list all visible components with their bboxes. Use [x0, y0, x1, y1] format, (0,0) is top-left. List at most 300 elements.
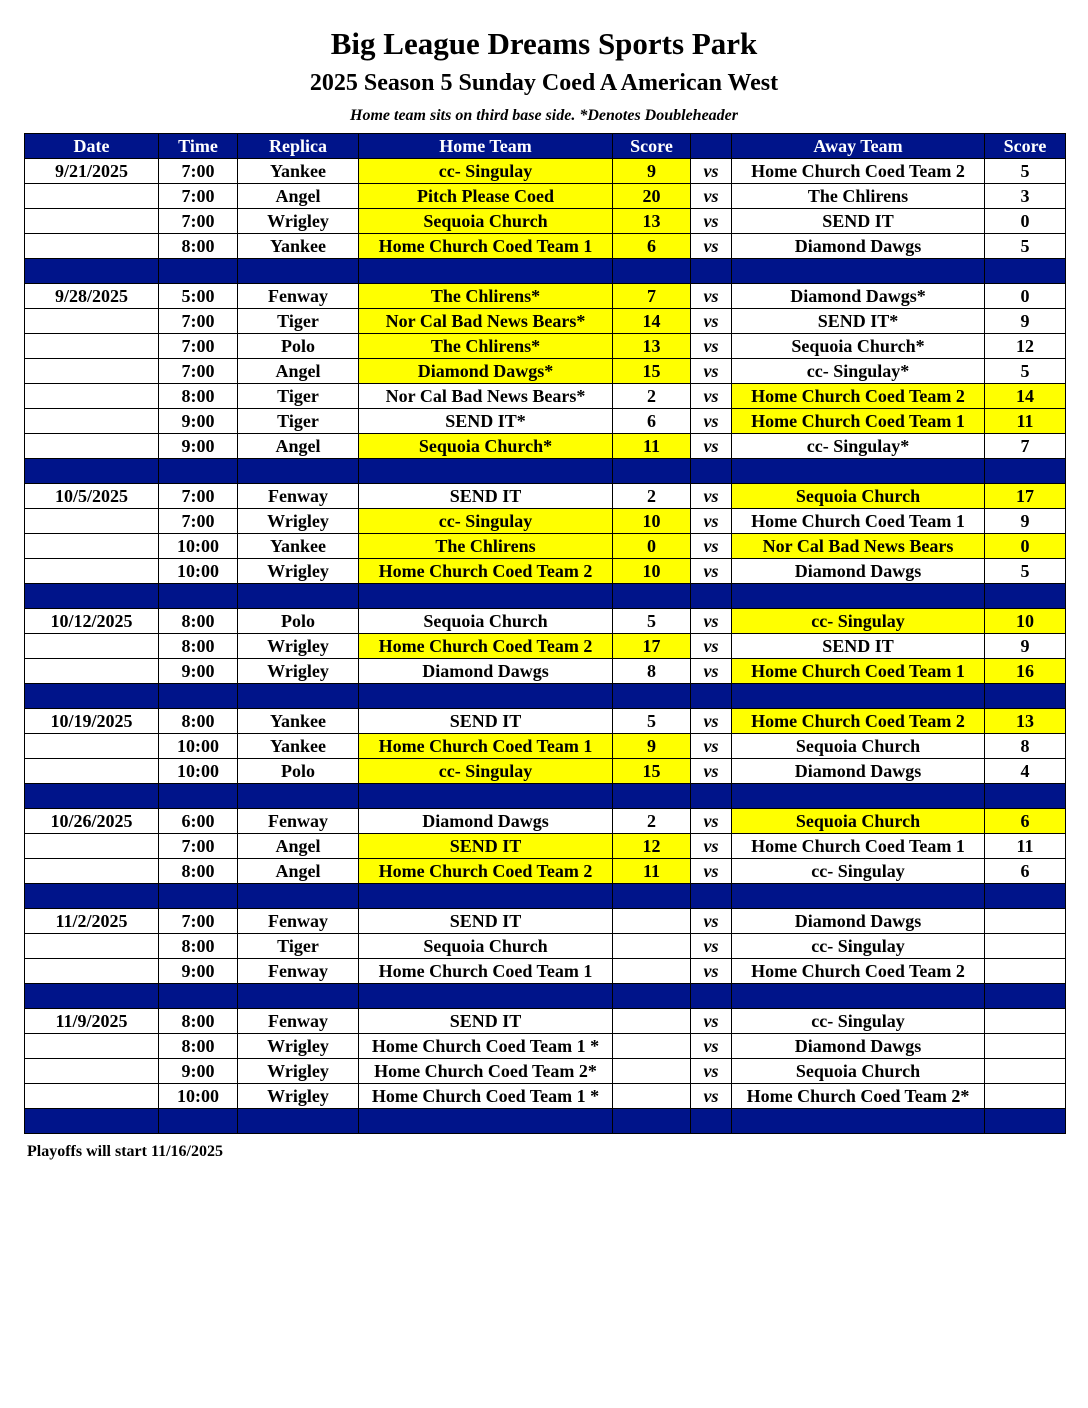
game-row [25, 334, 1066, 359]
away-team-cell: Diamond Dawgs* [732, 284, 985, 309]
home-team-cell: Nor Cal Bad News Bears* [359, 309, 613, 334]
vs-cell: vs [691, 534, 732, 559]
field-replica-cell: Yankee [238, 734, 359, 759]
vs-cell: vs [691, 609, 732, 634]
away-score-cell: 0 [985, 534, 1066, 559]
game-row [25, 434, 1066, 459]
week-separator-row [25, 1109, 1066, 1134]
away-score-cell: 7 [985, 434, 1066, 459]
separator-cell [159, 459, 238, 484]
game-date-cell [25, 234, 159, 259]
game-time-cell: 7:00 [159, 334, 238, 359]
separator-cell [359, 784, 613, 809]
away-team-cell: Home Church Coed Team 1 [732, 509, 985, 534]
home-team-cell: The Chlirens* [359, 284, 613, 309]
home-team-cell: SEND IT* [359, 409, 613, 434]
game-row [25, 634, 1066, 659]
field-replica-cell: Polo [238, 609, 359, 634]
home-score-cell: 2 [613, 809, 691, 834]
home-score-cell: 11 [613, 434, 691, 459]
schedule-body [25, 159, 1066, 1134]
game-date-cell [25, 634, 159, 659]
away-score-cell: 8 [985, 734, 1066, 759]
home-score-cell: 10 [613, 509, 691, 534]
game-row [25, 159, 1066, 184]
away-team-cell: Home Church Coed Team 2 [732, 159, 985, 184]
separator-cell [985, 984, 1066, 1009]
game-date-cell [25, 1084, 159, 1109]
game-date-cell [25, 1059, 159, 1084]
schedule-table [24, 133, 1066, 1134]
away-score-cell: 5 [985, 159, 1066, 184]
game-time-cell: 9:00 [159, 1059, 238, 1084]
separator-cell [159, 884, 238, 909]
home-score-cell [613, 1084, 691, 1109]
away-score-cell: 5 [985, 559, 1066, 584]
home-team-cell: Diamond Dawgs* [359, 359, 613, 384]
field-replica-cell: Tiger [238, 409, 359, 434]
game-time-cell: 7:00 [159, 184, 238, 209]
separator-cell [691, 1109, 732, 1134]
field-replica-cell: Wrigley [238, 1084, 359, 1109]
separator-cell [25, 459, 159, 484]
away-team-cell: The Chlirens [732, 184, 985, 209]
away-team-cell: cc- Singulay [732, 609, 985, 634]
game-date-cell [25, 334, 159, 359]
vs-cell: vs [691, 634, 732, 659]
vs-cell: vs [691, 809, 732, 834]
away-score-cell: 11 [985, 409, 1066, 434]
game-date-cell [25, 1034, 159, 1059]
page-title: Big League Dreams Sports Park [330, 26, 758, 61]
game-date-cell: 10/19/2025 [25, 709, 159, 734]
game-time-cell: 7:00 [159, 509, 238, 534]
away-score-cell: 5 [985, 359, 1066, 384]
away-team-cell: Sequoia Church [732, 809, 985, 834]
vs-cell: vs [691, 959, 732, 984]
away-score-cell: 4 [985, 759, 1066, 784]
home-team-cell: Home Church Coed Team 1 [359, 734, 613, 759]
separator-cell [25, 1109, 159, 1134]
vs-cell: vs [691, 734, 732, 759]
away-team-cell: Sequoia Church [732, 734, 985, 759]
separator-cell [691, 784, 732, 809]
away-score-cell [985, 909, 1066, 934]
away-team-cell: Home Church Coed Team 1 [732, 409, 985, 434]
home-score-cell: 20 [613, 184, 691, 209]
away-team-cell: Sequoia Church [732, 1059, 985, 1084]
game-row [25, 934, 1066, 959]
home-team-cell: cc- Singulay [359, 509, 613, 534]
field-replica-cell: Angel [238, 184, 359, 209]
home-score-cell: 7 [613, 284, 691, 309]
field-replica-cell: Fenway [238, 809, 359, 834]
game-time-cell: 6:00 [159, 809, 238, 834]
separator-cell [732, 684, 985, 709]
vs-cell: vs [691, 709, 732, 734]
away-team-cell: SEND IT* [732, 309, 985, 334]
separator-cell [613, 1109, 691, 1134]
separator-cell [359, 459, 613, 484]
game-date-cell [25, 534, 159, 559]
field-replica-cell: Wrigley [238, 1059, 359, 1084]
field-replica-cell: Fenway [238, 1009, 359, 1034]
game-date-cell [25, 359, 159, 384]
vs-cell: vs [691, 909, 732, 934]
field-replica-cell: Wrigley [238, 659, 359, 684]
home-team-cell: Home Church Coed Team 1 * [359, 1034, 613, 1059]
away-score-cell: 9 [985, 509, 1066, 534]
separator-cell [238, 584, 359, 609]
game-time-cell: 8:00 [159, 384, 238, 409]
page-subtitle: 2025 Season 5 Sunday Coed A American West [309, 70, 779, 96]
field-replica-cell: Wrigley [238, 559, 359, 584]
game-row [25, 1059, 1066, 1084]
vs-cell: vs [691, 659, 732, 684]
game-row [25, 284, 1066, 309]
vs-cell: vs [691, 759, 732, 784]
field-replica-cell: Tiger [238, 309, 359, 334]
game-row [25, 184, 1066, 209]
vs-cell: vs [691, 209, 732, 234]
separator-cell [985, 259, 1066, 284]
separator-cell [25, 884, 159, 909]
away-score-cell: 0 [985, 284, 1066, 309]
game-time-cell: 8:00 [159, 1034, 238, 1059]
game-time-cell: 7:00 [159, 834, 238, 859]
field-replica-cell: Angel [238, 834, 359, 859]
home-score-cell: 9 [613, 734, 691, 759]
home-team-cell: SEND IT [359, 834, 613, 859]
game-date-cell [25, 659, 159, 684]
away-team-cell: Diamond Dawgs [732, 234, 985, 259]
separator-cell [985, 884, 1066, 909]
game-time-cell: 7:00 [159, 484, 238, 509]
week-separator-row [25, 684, 1066, 709]
away-team-cell: Home Church Coed Team 1 [732, 659, 985, 684]
col-header-replica: Replica [238, 134, 359, 159]
separator-cell [691, 584, 732, 609]
game-date-cell: 10/26/2025 [25, 809, 159, 834]
separator-cell [159, 259, 238, 284]
col-header-home-score: Score [613, 134, 691, 159]
home-score-cell: 14 [613, 309, 691, 334]
home-score-cell: 2 [613, 384, 691, 409]
game-row [25, 534, 1066, 559]
home-team-cell: Home Church Coed Team 2 [359, 634, 613, 659]
game-time-cell: 8:00 [159, 934, 238, 959]
home-team-cell: Home Church Coed Team 2 [359, 859, 613, 884]
home-team-cell: SEND IT [359, 1009, 613, 1034]
away-team-cell: SEND IT [732, 634, 985, 659]
separator-cell [985, 784, 1066, 809]
separator-cell [613, 584, 691, 609]
vs-cell: vs [691, 184, 732, 209]
home-team-cell: The Chlirens* [359, 334, 613, 359]
game-row [25, 809, 1066, 834]
away-score-cell: 13 [985, 709, 1066, 734]
vs-cell: vs [691, 934, 732, 959]
home-team-cell: Sequoia Church [359, 609, 613, 634]
game-row [25, 859, 1066, 884]
field-replica-cell: Tiger [238, 384, 359, 409]
home-score-cell: 6 [613, 409, 691, 434]
game-date-cell: 11/2/2025 [25, 909, 159, 934]
game-time-cell: 10:00 [159, 534, 238, 559]
separator-cell [691, 259, 732, 284]
separator-cell [732, 1109, 985, 1134]
game-time-cell: 9:00 [159, 434, 238, 459]
game-row [25, 709, 1066, 734]
game-time-cell: 5:00 [159, 284, 238, 309]
game-row [25, 1009, 1066, 1034]
game-time-cell: 9:00 [159, 659, 238, 684]
game-time-cell: 7:00 [159, 359, 238, 384]
vs-cell: vs [691, 159, 732, 184]
separator-cell [25, 584, 159, 609]
separator-cell [613, 884, 691, 909]
vs-cell: vs [691, 559, 732, 584]
week-separator-row [25, 584, 1066, 609]
separator-cell [159, 1109, 238, 1134]
separator-cell [238, 884, 359, 909]
vs-cell: vs [691, 1009, 732, 1034]
game-row [25, 234, 1066, 259]
home-team-cell: Sequoia Church [359, 209, 613, 234]
game-date-cell [25, 959, 159, 984]
game-row [25, 509, 1066, 534]
away-score-cell [985, 1084, 1066, 1109]
separator-cell [25, 684, 159, 709]
separator-cell [732, 584, 985, 609]
game-date-cell [25, 759, 159, 784]
home-score-cell: 15 [613, 759, 691, 784]
field-replica-cell: Wrigley [238, 634, 359, 659]
game-date-cell [25, 384, 159, 409]
home-team-cell: Diamond Dawgs [359, 659, 613, 684]
game-date-cell: 9/28/2025 [25, 284, 159, 309]
away-team-cell: Home Church Coed Team 2 [732, 959, 985, 984]
home-score-cell [613, 909, 691, 934]
game-row [25, 1084, 1066, 1109]
game-row [25, 209, 1066, 234]
vs-cell: vs [691, 409, 732, 434]
field-replica-cell: Wrigley [238, 209, 359, 234]
game-date-cell: 10/12/2025 [25, 609, 159, 634]
away-team-cell: Diamond Dawgs [732, 559, 985, 584]
game-date-cell: 11/9/2025 [25, 1009, 159, 1034]
away-score-cell: 0 [985, 209, 1066, 234]
game-row [25, 559, 1066, 584]
vs-cell: vs [691, 1059, 732, 1084]
home-score-cell [613, 1059, 691, 1084]
col-header-time: Time [159, 134, 238, 159]
away-score-cell [985, 1034, 1066, 1059]
field-replica-cell: Yankee [238, 534, 359, 559]
away-team-cell: cc- Singulay* [732, 434, 985, 459]
col-header-date: Date [25, 134, 159, 159]
field-replica-cell: Fenway [238, 284, 359, 309]
game-row [25, 759, 1066, 784]
separator-cell [613, 684, 691, 709]
separator-cell [613, 784, 691, 809]
home-score-cell [613, 934, 691, 959]
home-team-cell: Home Church Coed Team 2 [359, 559, 613, 584]
away-score-cell: 6 [985, 859, 1066, 884]
game-time-cell: 8:00 [159, 859, 238, 884]
field-replica-cell: Angel [238, 434, 359, 459]
home-team-cell: Sequoia Church [359, 934, 613, 959]
home-score-cell: 10 [613, 559, 691, 584]
separator-cell [25, 984, 159, 1009]
vs-cell: vs [691, 359, 732, 384]
separator-cell [238, 784, 359, 809]
separator-cell [691, 459, 732, 484]
field-replica-cell: Fenway [238, 909, 359, 934]
game-row [25, 834, 1066, 859]
separator-cell [238, 684, 359, 709]
game-time-cell: 8:00 [159, 634, 238, 659]
game-time-cell: 10:00 [159, 1084, 238, 1109]
week-separator-row [25, 984, 1066, 1009]
field-replica-cell: Polo [238, 334, 359, 359]
game-time-cell: 10:00 [159, 759, 238, 784]
home-score-cell: 0 [613, 534, 691, 559]
home-team-cell: Nor Cal Bad News Bears* [359, 384, 613, 409]
vs-cell: vs [691, 509, 732, 534]
playoffs-note: Playoffs will start 11/16/2025 [27, 1143, 223, 1160]
home-score-cell: 9 [613, 159, 691, 184]
away-score-cell: 9 [985, 309, 1066, 334]
game-row [25, 959, 1066, 984]
game-time-cell: 7:00 [159, 159, 238, 184]
vs-cell: vs [691, 334, 732, 359]
vs-cell: vs [691, 1084, 732, 1109]
away-score-cell: 6 [985, 809, 1066, 834]
separator-cell [613, 984, 691, 1009]
game-date-cell [25, 859, 159, 884]
away-score-cell: 14 [985, 384, 1066, 409]
field-replica-cell: Yankee [238, 709, 359, 734]
away-score-cell: 12 [985, 334, 1066, 359]
game-time-cell: 8:00 [159, 709, 238, 734]
game-date-cell [25, 434, 159, 459]
game-row [25, 659, 1066, 684]
home-team-cell: Home Church Coed Team 1 [359, 959, 613, 984]
home-score-cell [613, 1009, 691, 1034]
field-replica-cell: Wrigley [238, 509, 359, 534]
game-row [25, 409, 1066, 434]
home-team-cell: Sequoia Church* [359, 434, 613, 459]
game-row [25, 384, 1066, 409]
game-time-cell: 7:00 [159, 909, 238, 934]
home-team-cell: SEND IT [359, 709, 613, 734]
game-row [25, 1034, 1066, 1059]
separator-cell [691, 984, 732, 1009]
separator-cell [159, 684, 238, 709]
col-header-away-team: Away Team [732, 134, 985, 159]
game-date-cell [25, 409, 159, 434]
game-time-cell: 8:00 [159, 234, 238, 259]
field-replica-cell: Angel [238, 359, 359, 384]
away-score-cell: 5 [985, 234, 1066, 259]
vs-cell: vs [691, 284, 732, 309]
game-date-cell [25, 184, 159, 209]
game-date-cell [25, 509, 159, 534]
game-time-cell: 8:00 [159, 609, 238, 634]
game-time-cell: 7:00 [159, 209, 238, 234]
vs-cell: vs [691, 309, 732, 334]
away-team-cell: cc- Singulay [732, 859, 985, 884]
away-team-cell: Sequoia Church* [732, 334, 985, 359]
game-row [25, 359, 1066, 384]
home-team-cell: The Chlirens [359, 534, 613, 559]
separator-cell [159, 984, 238, 1009]
game-row [25, 909, 1066, 934]
away-score-cell: 16 [985, 659, 1066, 684]
game-row [25, 484, 1066, 509]
home-team-cell: SEND IT [359, 484, 613, 509]
home-score-cell: 5 [613, 709, 691, 734]
separator-cell [238, 984, 359, 1009]
game-time-cell: 8:00 [159, 1009, 238, 1034]
game-time-cell: 7:00 [159, 309, 238, 334]
game-row [25, 734, 1066, 759]
away-team-cell: SEND IT [732, 209, 985, 234]
field-replica-cell: Polo [238, 759, 359, 784]
away-team-cell: Diamond Dawgs [732, 1034, 985, 1059]
home-team-cell: Home Church Coed Team 1 * [359, 1084, 613, 1109]
separator-cell [613, 459, 691, 484]
away-team-cell: Diamond Dawgs [732, 759, 985, 784]
home-score-cell: 6 [613, 234, 691, 259]
field-replica-cell: Fenway [238, 959, 359, 984]
away-team-cell: Home Church Coed Team 2 [732, 384, 985, 409]
game-date-cell [25, 209, 159, 234]
week-separator-row [25, 884, 1066, 909]
home-score-cell: 5 [613, 609, 691, 634]
home-team-cell: cc- Singulay [359, 759, 613, 784]
separator-cell [25, 784, 159, 809]
game-date-cell [25, 934, 159, 959]
separator-cell [359, 884, 613, 909]
home-score-cell: 17 [613, 634, 691, 659]
separator-cell [732, 784, 985, 809]
vs-cell: vs [691, 234, 732, 259]
vs-cell: vs [691, 1034, 732, 1059]
week-separator-row [25, 784, 1066, 809]
away-team-cell: cc- Singulay [732, 1009, 985, 1034]
game-row [25, 609, 1066, 634]
away-score-cell [985, 1009, 1066, 1034]
separator-cell [238, 259, 359, 284]
home-score-cell: 2 [613, 484, 691, 509]
away-team-cell: Home Church Coed Team 2* [732, 1084, 985, 1109]
vs-cell: vs [691, 384, 732, 409]
vs-cell: vs [691, 834, 732, 859]
home-score-cell: 8 [613, 659, 691, 684]
home-score-cell: 11 [613, 859, 691, 884]
week-separator-row [25, 259, 1066, 284]
separator-cell [238, 1109, 359, 1134]
game-date-cell [25, 734, 159, 759]
away-team-cell: cc- Singulay [732, 934, 985, 959]
separator-cell [359, 259, 613, 284]
home-team-cell: cc- Singulay [359, 159, 613, 184]
home-score-cell [613, 1034, 691, 1059]
field-replica-cell: Angel [238, 859, 359, 884]
home-score-cell: 15 [613, 359, 691, 384]
